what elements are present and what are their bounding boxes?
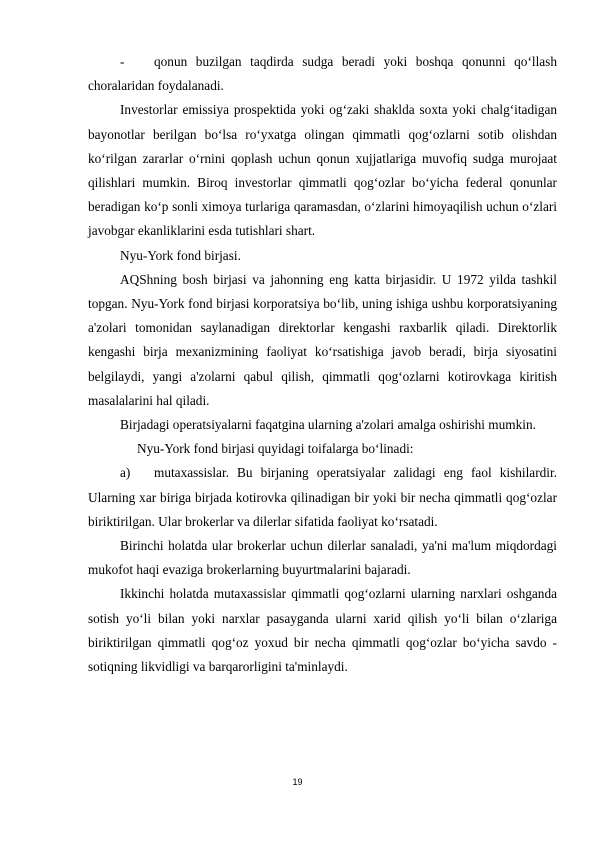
list-marker: a) xyxy=(120,465,131,481)
list-item-a xyxy=(88,461,557,534)
paragraph: Investorlar emissiya prospektida yoki og‘zaki shaklda soxta yoki chalg‘itadigan bayonotlar berilgan bo‘lsa ro‘yxatga olingan qimmatli qog‘ozlarni sotib olishdan ko‘rilgan zararlar o‘rnini qoplash uchun qonun xujjatlariga muvofiq sudga murojaat qilishlari mumkin. Biroq investorlar qimmatli qog‘ozlar bo‘yicha federal qonunlar beradigan ko‘p sonli ximoya turlariga qaramasdan, o‘zlarini himoyaqilish uchun o‘zlari javobgar ekanliklarini esda tutishlari shart. xyxy=(88,102,557,239)
list-item-dash xyxy=(88,50,557,98)
paragraph: AQShning bosh birjasi va jahonning eng katta birjasidir. U 1972 yilda tashkil topgan. Nyu-York fond birjasi korporatsiya bo‘lib, uning ishiga ushbu korporatsiyaning a'zolari tomonidan saylanadigan direktorlar kengashi raxbarlik qiladi. Direktorlik kengashi birja mexanizmining faoliyat ko‘rsatishiga javob beradi, birja siyosatini belgilaydi, yangi a'zolarni qabul qilish, qimmatli qog‘ozlarni kotirovkaga kiritish masalalarini hal qiladi. xyxy=(88,271,557,408)
paragraph: Ikkinchi holatda mutaxassislar qimmatli qog‘ozlarni ularning narxlari oshganda sotish yo‘li bilan yoki narxlar pasayganda ularni xarid qilish yo‘li bilan o‘zlariga biriktirilgan qimmatli qog‘oz yoxud bir necha qimmatli qog‘ozlar bo‘yicha savdo - sotiqning likvidligi va barqarorligini ta'minlaydi. xyxy=(88,586,557,675)
paragraph-text: qonun buzilgan taqdirda sudga beradi yoki boshqa qonunni qo‘llash choralaridan foydalanadi. xyxy=(88,54,557,94)
paragraph-text: mutaxassislar. Bu birjaning operatsiyalar zalidagi eng faol kishilardir. Ularning xar biriga birjada kotirovka qilinadigan bir yoki bir necha qimmatli qog‘ozlar biriktirilgan. Ular brokerlar va dilerlar sifatida faoliyat ko‘rsatadi. xyxy=(88,465,557,529)
list-marker: - xyxy=(120,54,125,69)
page-number: 19 xyxy=(292,777,303,787)
section-heading: Nyu-York fond birjasi. xyxy=(120,247,241,263)
document-body xyxy=(88,50,557,679)
paragraph: Birjadagi operatsiyalarni faqatgina ularning a'zolari amalga oshirishi mumkin. xyxy=(120,417,536,433)
paragraph: Nyu-York fond birjasi quyidagi toifalarga bo‘linadi: xyxy=(137,441,414,457)
paragraph: Birinchi holatda ular brokerlar uchun dilerlar sanaladi, ya'ni ma'lum miqdordagi mukofot haqi evaziga brokerlarning buyurtmalarini bajaradi. xyxy=(88,538,557,578)
